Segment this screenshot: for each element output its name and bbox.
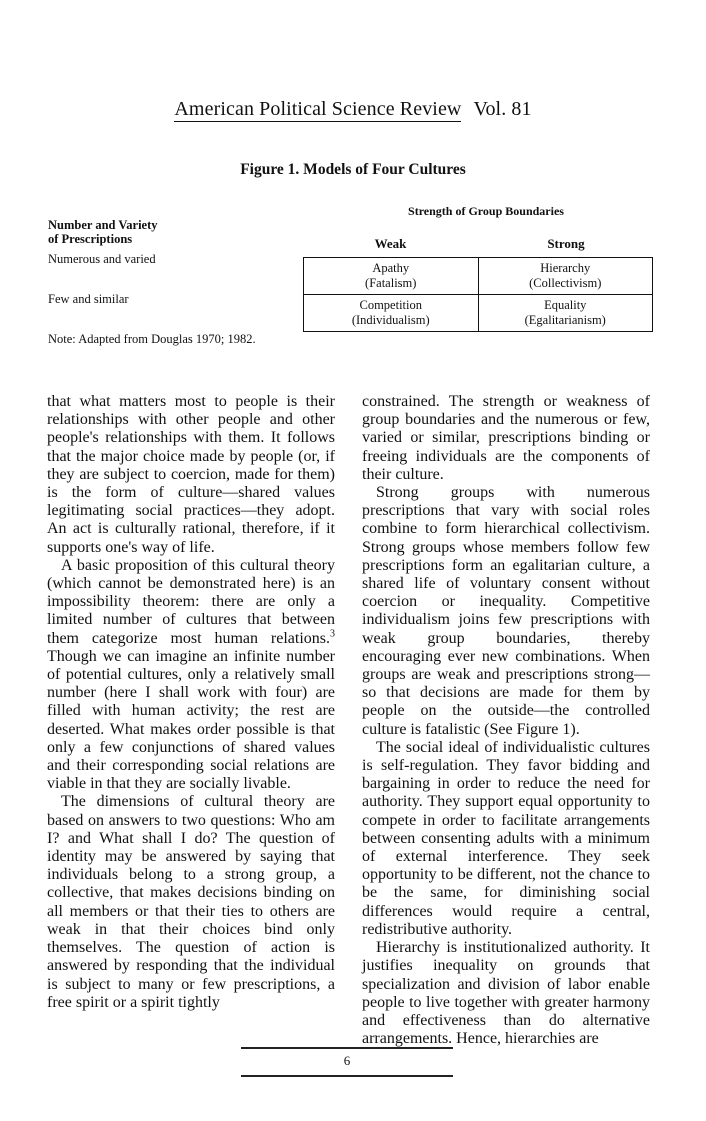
cell-subname: (Fatalism) [365,276,417,290]
cell-name: Equality [544,298,587,312]
footer-rule-top [241,1047,453,1049]
paragraph [47,557,335,794]
cell-subname: (Individualism) [351,313,430,327]
figure-note: Note: Adapted from Douglas 1970; 1982. [48,332,256,346]
row-axis-title-line1: Number and Variety [48,218,158,232]
cell-equality [478,295,653,332]
left-text-column [47,393,335,1012]
paragraph-text: Though we can imagine an infinite number of potential cultures, only a relatively small number (here I shall work with four) are filled with human activity; the rest are deserted. What makes order possible is that only a few conjunctions of shared values and their corresponding social relations are viable in that they are socially livable. [47,647,335,793]
cell-name: Hierarchy [540,261,591,275]
cell-name: Competition [359,298,422,312]
cell-name: Apathy [372,261,410,275]
paragraph-text: A basic proposition of this cultural theory (which cannot be demonstrated here) is an impossibility theorem: there are only a limited number of cultures that between them categorize most human relations. [47,556,335,647]
footnote-marker: 3 [330,628,335,640]
table-row [304,258,653,295]
cell-subname: (Collectivism) [529,276,602,290]
row-axis-title-line2: of Prescriptions [48,232,133,246]
paragraph: Strong groups with numerous prescriptions that vary with social roles combine to form hierarchical collectivism. Strong groups whose members follow few prescriptions form an egalitarian culture, a shared life of voluntary consent without coercion or inequality. Competitive individualism joins few prescriptions with weak group boundaries, thereby encouraging ever new combinations. When groups are weak and prescriptions strong—so that decisions are made for them by people on the outside—the controlled culture is fatalistic (See Figure 1). [362,484,650,738]
cell-apathy [304,258,479,295]
paragraph: The dimensions of cultural theory are based on answers to two questions: Who am I? and What shall I do? The question of identity may be answered by saying that individuals belong to a strong group, a collective, that makes decisions binding on all members or that their ties to others are weak in that their choices bind only themselves. The question of action is answered by responding that the individual is subject to many or few prescriptions, a free spirit or a spirit tightly [47,793,335,1011]
paragraph: Hierarchy is institutionalized authority. It justifies inequality on grounds that specialization and division of labor enable people to live together with greater harmony and effectiveness than do alternative arrangements. Hence, hierarchies are [362,939,650,1048]
footer-rule-bottom [241,1075,453,1077]
column-header-strong: Strong [547,236,585,251]
column-axis-title: Strength of Group Boundaries [408,204,564,218]
figure-title: Figure 1. Models of Four Cultures [240,161,466,178]
row-label-numerous: Numerous and varied [48,252,156,266]
cell-subname: (Egalitarianism) [524,313,606,327]
row-label-few: Few and similar [48,292,129,306]
paragraph: that what matters most to people is their relationships with other people and other people's relationships with them. It follows that the major choice made by people (or, if they are subject to coercion, made for them) is the form of culture—shared values legitimating social practices—they adopt. An act is culturally rational, therefore, if it supports one's way of life. [47,393,335,556]
cell-hierarchy [478,258,653,295]
running-header [0,98,706,121]
table-row [304,295,653,332]
column-header-weak: Weak [374,236,407,251]
culture-models-table [303,257,653,332]
journal-title: American Political Science Review [174,98,462,120]
row-axis-title [48,218,158,246]
volume-label: Vol. 81 [473,98,532,120]
page-number: 6 [343,1053,351,1068]
right-text-column [362,393,650,1048]
paragraph: constrained. The strength or weakness of group boundaries and the numerous or few, varied or similar, prescriptions binding or freeing individuals are the components of their culture. [362,393,650,483]
cell-competition [304,295,479,332]
paragraph: The social ideal of individualistic cultures is self-regulation. They favor bidding and bargaining in order to reduce the need for authority. They support equal opportunity to compete in order to facilitate arrangements between consenting adults with a minimum of external interference. They seek opportunity to be different, not the chance to be the same, for diminishing social differences would require a central, redistributive authority. [362,738,650,938]
